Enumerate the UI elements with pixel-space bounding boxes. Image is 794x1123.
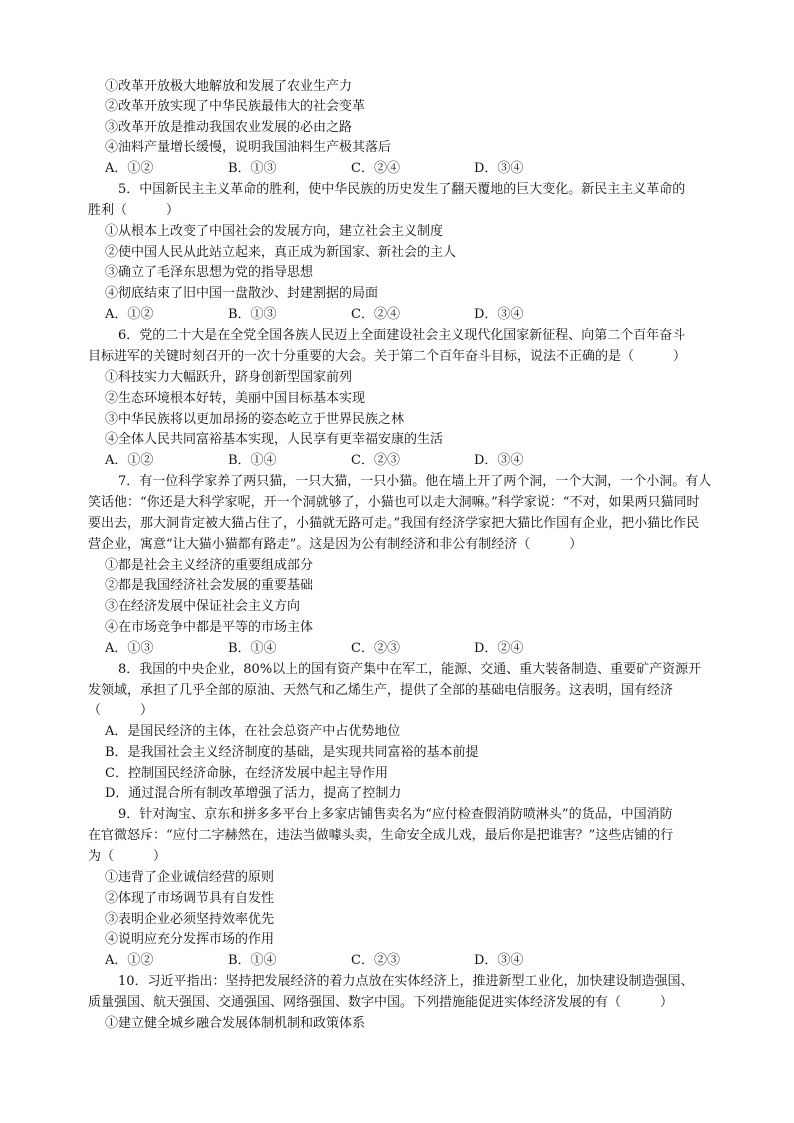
q7-option-c: C．②③ <box>351 641 400 656</box>
q5-statement-1: ①从根本上改变了中国社会的发展方向，建立社会主义制度 <box>105 224 444 239</box>
q9-statement-1: ①违背了企业诚信经营的原则 <box>105 870 275 885</box>
q7-statement-1: ①都是社会主义经济的重要组成部分 <box>105 558 314 573</box>
q9-stem-line-3: 为（ ） <box>88 849 167 864</box>
q7-statement-2: ②都是我国经济社会发展的重要基础 <box>105 578 314 593</box>
q9-statement-2: ②体现了市场调节具有自发性 <box>105 891 275 906</box>
q8-stem-line-1: 8．我国的中央企业，80%以上的国有资产集中在军工，能源、交通、重大装备制造、重要矿产资源开 <box>118 662 702 677</box>
q10-stem-line-2: 质量强国、航天强国、交通强国、网络强国、数字中国。下列措施能促进实体经济发展的有（ ） <box>88 995 674 1010</box>
q6-statement-2: ②生态环境根本好转，美丽中国目标基本实现 <box>105 391 366 406</box>
q6-stem-line-2: 目标进军的关键时刻召开的一次十分重要的大会。关于第二个百年奋斗目标，说法不正确的是（ ） <box>88 349 687 364</box>
q5-statement-2: ②使中国人民从此站立起来，真正成为新国家、新社会的主人 <box>105 245 457 260</box>
q6-option-d: D．③④ <box>474 453 524 468</box>
q9-option-c: C．②③ <box>351 953 400 968</box>
q9-option-d: D．③④ <box>474 953 524 968</box>
q5-option-b: B．①③ <box>228 307 277 322</box>
q8-option-a: A．是国民经济的主体，在社会总资产中占优势地位 <box>105 724 401 739</box>
q8-option-d: D．通过混合所有制改革增强了活力，提高了控制力 <box>105 786 402 801</box>
q7-option-d: D．②④ <box>474 641 524 656</box>
q8-option-b: B．是我国社会主义经济制度的基础，是实现共同富裕的基本前提 <box>105 745 479 760</box>
q8-option-c: C．控制国民经济命脉，在经济发展中起主导作用 <box>105 766 388 781</box>
q9-statement-4: ④说明应充分发挥市场的作用 <box>105 932 275 947</box>
q5-option-d: D．③④ <box>474 307 524 322</box>
q6-statement-3: ③中华民族将以更加昂扬的姿态屹立于世界民族之林 <box>105 412 405 427</box>
q9-statement-3: ③表明企业必须坚持效率优先 <box>105 912 275 927</box>
q5-stem-line-2: 胜利（ ） <box>88 203 180 218</box>
q7-stem-line-3: 要出去，那大洞肯定被大猫占住了，小猫就无路可走。”我国有经济学家把大猫比作国有企业，把小猫比作民 <box>88 516 700 531</box>
q9-option-b: B．①④ <box>228 953 277 968</box>
q7-option-a: A．①③ <box>105 641 154 656</box>
q5-statement-3: ③确立了毛泽东思想为党的指导思想 <box>105 265 314 280</box>
q6-option-c: C．②③ <box>351 453 400 468</box>
q6-option-a: A．①② <box>105 453 154 468</box>
q7-statement-4: ④在市场竞争中都是平等的市场主体 <box>105 620 314 635</box>
q4-statement-1: ①改革开放极大地解放和发展了农业生产力 <box>105 79 353 94</box>
q9-stem-line-1: 9．针对淘宝、京东和拼多多平台上多家店铺售卖名为“应付检查假消防喷淋头”的货品，中国消防 <box>118 807 673 822</box>
q4-statement-4: ④油料产量增长缓慢，说明我国油料生产极其落后 <box>105 140 392 155</box>
q10-stem-line-1: 10．习近平指出：坚持把发展经济的着力点放在实体经济上，推进新型工业化，加快建设制造强国、 <box>118 974 694 989</box>
q7-stem-line-4: 营企业，寓意“让大猫小猫都有路走”。这是因为公有制经济和非公有制经济（ ） <box>88 537 583 552</box>
q7-option-b: B．①④ <box>228 641 277 656</box>
q7-statement-3: ③在经济发展中保证社会主义方向 <box>105 599 301 614</box>
q8-stem-line-2: 发领域，承担了几乎全部的原油、天然气和乙烯生产，提供了全部的基础电信服务。这表明，国有经济 <box>88 683 674 698</box>
q4-option-d: D．③④ <box>474 161 524 176</box>
q7-stem-line-2: 笑话他：“你还是大科学家呢，开一个洞就够了，小猫也可以走大洞嘛。”科学家说：“不对，如果两只猫同时 <box>88 495 700 510</box>
q5-option-c: C．②④ <box>351 307 400 322</box>
q4-option-c: C．②④ <box>351 161 400 176</box>
q6-option-b: B．①④ <box>228 453 277 468</box>
q6-statement-4: ④全体人民共同富裕基本实现，人民享有更幸福安康的生活 <box>105 432 444 447</box>
q4-statement-2: ②改革开放实现了中华民族最伟大的社会变革 <box>105 99 366 114</box>
q5-stem-line-1: 5．中国新民主主义革命的胜利，使中华民族的历史发生了翻天覆地的巨大变化。新民主主义革命的 <box>118 182 686 197</box>
q5-statement-4: ④彻底结束了旧中国一盘散沙、封建割据的局面 <box>105 286 379 301</box>
q8-stem-line-3: （ ） <box>88 703 154 718</box>
q6-stem-line-1: 6．党的二十大是在全党全国各族人民迈上全面建设社会主义现代化国家新征程、向第二个百年奋斗 <box>118 328 686 343</box>
q4-option-a: A．①② <box>105 161 154 176</box>
q9-stem-line-2: 在官微怒斥：“应付二字赫然在，违法当做噱头卖，生命安全成儿戏，最后你是把谁害？”这些店铺的行 <box>88 828 674 843</box>
q5-option-a: A．①② <box>105 307 154 322</box>
q7-stem-line-1: 7．有一位科学家养了两只猫，一只大猫，一只小猫。他在墙上开了两个洞，一个大洞，一个小洞。有人 <box>118 474 712 489</box>
q9-option-a: A．①② <box>105 953 154 968</box>
q10-statement-1: ①建立健全城乡融合发展体制机制和政策体系 <box>105 1016 366 1031</box>
q4-option-b: B．①③ <box>228 161 277 176</box>
q6-statement-1: ①科技实力大幅跃升，跻身创新型国家前列 <box>105 370 353 385</box>
q4-statement-3: ③改革开放是推动我国农业发展的必由之路 <box>105 120 353 135</box>
